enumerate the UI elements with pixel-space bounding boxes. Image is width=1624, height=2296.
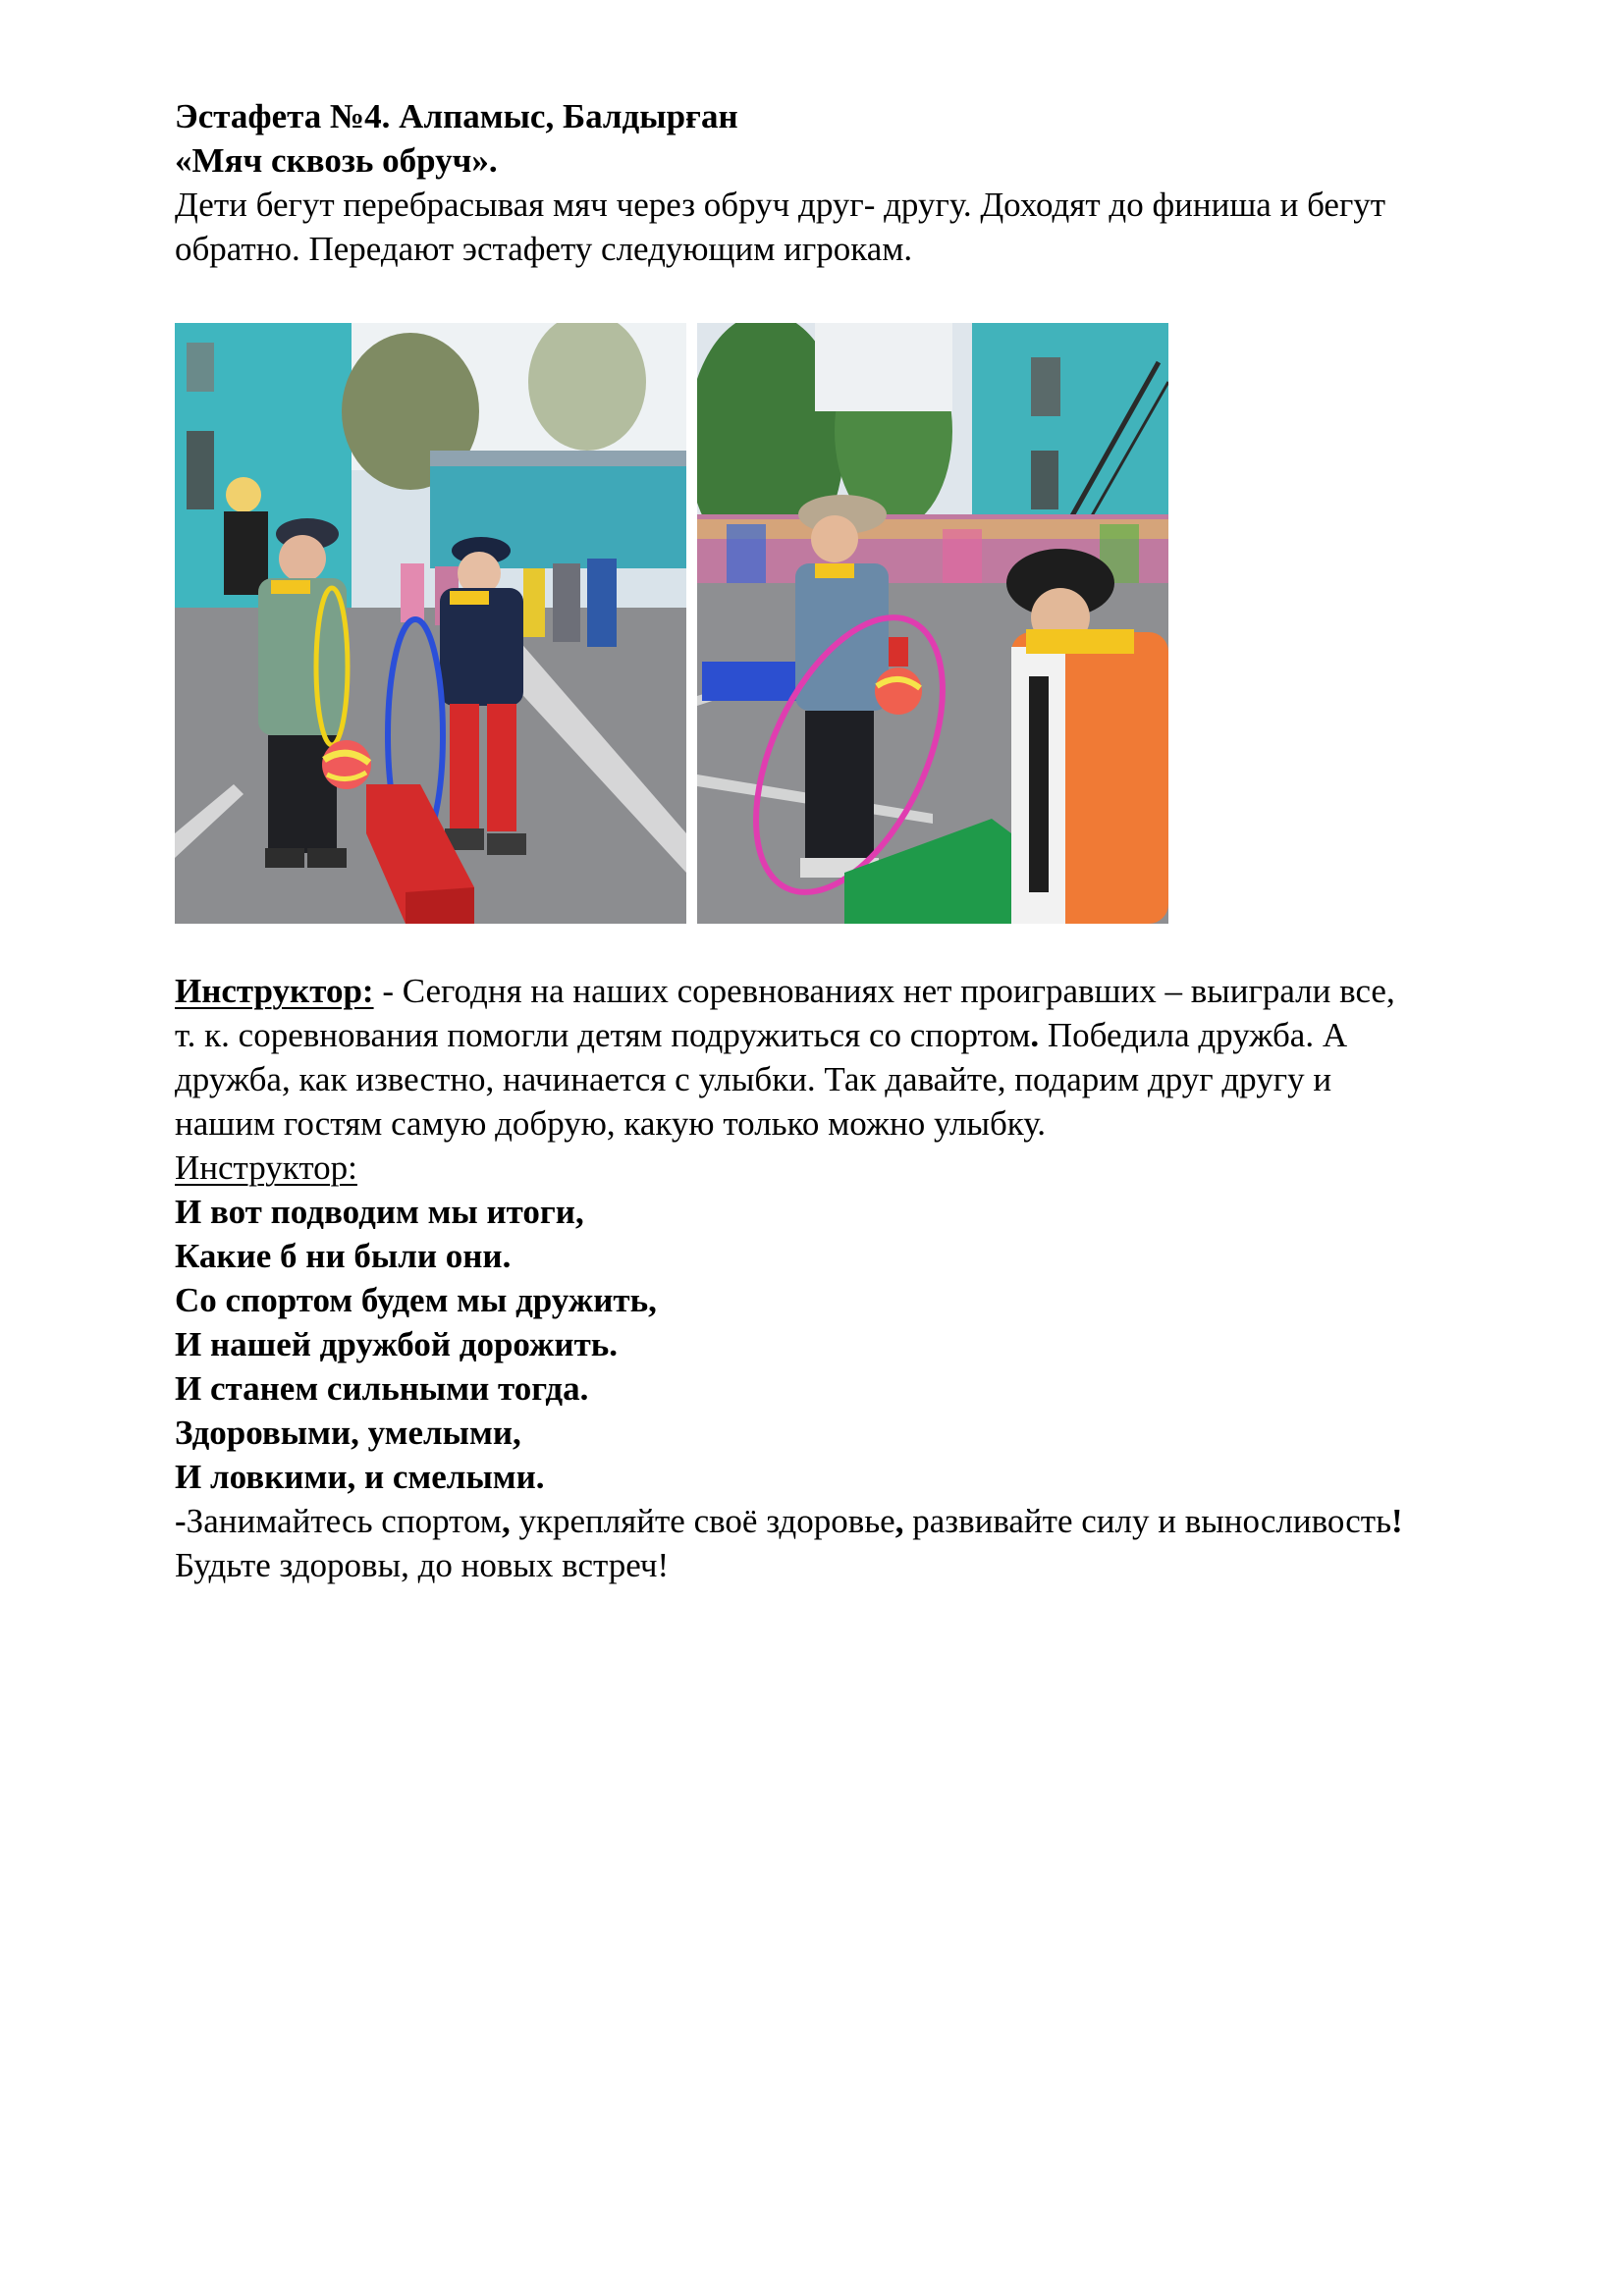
speech-text-2a: т. к. соревнования помогли детям подружиться со спортом <box>175 1016 1031 1054</box>
photo-children-ball-green-bench <box>697 323 1168 924</box>
closing-exclamation: ! <box>1391 1502 1403 1540</box>
speech-line-1 <box>175 969 1569 1013</box>
closing-comma-2: , <box>894 1502 904 1540</box>
speech-text-1: - Сегодня на наших соревнованиях нет проигравших – выиграли все, <box>373 972 1395 1010</box>
poem-line: И вот подводим мы итоги, <box>175 1193 584 1231</box>
poem-line: И нашей дружбой дорожить. <box>175 1325 619 1363</box>
speech-line-3: дружба, как известно, начинается с улыбки. Так давайте, подарим друг другу и <box>175 1060 1332 1098</box>
closing-part-3: развивайте силу и выносливость <box>903 1502 1392 1540</box>
closing-line-2: Будьте здоровы, до новых встреч! <box>175 1546 670 1584</box>
closing-comma-1: , <box>501 1502 511 1540</box>
closing-part-2: укрепляйте своё здоровье <box>510 1502 895 1540</box>
closing-part-1: Занимайтесь спортом <box>186 1502 502 1540</box>
speech-line-4: нашим гостям самую добрую, какую только можно улыбку. <box>175 1104 1047 1143</box>
photo-row <box>175 323 1569 924</box>
speech-line-2 <box>175 1013 1569 1057</box>
poem-line: Со спортом будем мы дружить, <box>175 1281 657 1319</box>
speech-text-2b: Победила дружба. А <box>1039 1016 1348 1054</box>
photo-children-ball-red-bench <box>175 323 686 924</box>
game-name: «Мяч сквозь обруч». <box>175 141 498 180</box>
poem-line: И станем сильными тогда. <box>175 1369 589 1408</box>
description-line-1: Дети бегут перебрасывая мяч через обруч друг- другу. Доходят до финиша и бегут <box>175 186 1386 224</box>
relay-title: Эстафета №4. Алпамыс, Балдырған <box>175 97 738 135</box>
speech-bold-dot: . <box>1030 1016 1040 1054</box>
closing-dash: - <box>175 1502 187 1540</box>
poem-line: Какие б ни были они. <box>175 1237 512 1275</box>
closing-line-1 <box>175 1499 1569 1543</box>
poem-line: Здоровыми, умелыми, <box>175 1414 521 1452</box>
poem-line: И ловкими, и смелыми. <box>175 1458 545 1496</box>
document-page <box>175 94 1569 1587</box>
poem-instructor-label: Инструктор: <box>175 1148 357 1187</box>
description-line-2: обратно. Передают эстафету следующим игрокам. <box>175 230 913 268</box>
instructor-label: Инструктор: <box>175 972 374 1010</box>
